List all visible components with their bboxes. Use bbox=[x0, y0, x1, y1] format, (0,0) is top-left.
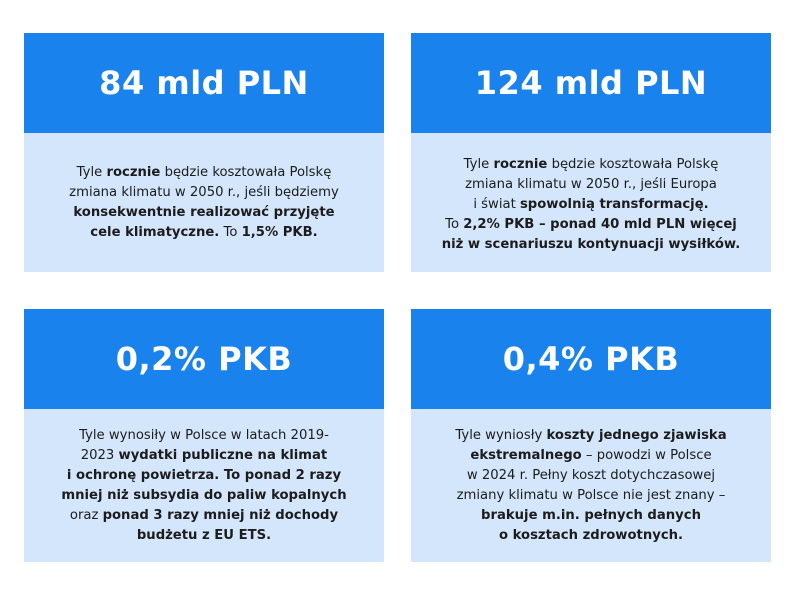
bold-text-segment: cele klimatyczne. bbox=[90, 224, 220, 240]
text-segment: To bbox=[445, 216, 464, 232]
bold-text-segment: konsekwentnie realizować przyjęte bbox=[73, 204, 335, 220]
text-segment: zmiana klimatu w 2050 r., jeśli będziemy bbox=[69, 184, 339, 200]
bold-text-segment: 2,2% PKB – ponad 40 mld PLN więcej bbox=[463, 216, 737, 232]
text-segment: Tyle wyniosły bbox=[455, 427, 547, 443]
stat-card-0-2-pkb bbox=[24, 309, 384, 562]
bold-text-segment: koszty jednego zjawiska bbox=[546, 427, 727, 443]
bold-text-segment: rocznie bbox=[493, 156, 548, 172]
card-description bbox=[61, 426, 346, 546]
text-segment: oraz bbox=[69, 507, 103, 523]
card-description bbox=[69, 163, 339, 243]
text-segment: 2023 bbox=[80, 447, 119, 463]
text-segment: Tyle bbox=[76, 164, 107, 180]
card-description bbox=[455, 426, 726, 546]
card-body bbox=[411, 409, 771, 562]
bold-text-segment: 1,5% PKB. bbox=[241, 224, 318, 240]
card-description bbox=[442, 155, 741, 255]
card-title: 124 mld PLN bbox=[474, 64, 708, 102]
text-segment: – powodzi w Polsce bbox=[581, 447, 712, 463]
bold-text-segment: ekstremalnego bbox=[470, 447, 582, 463]
text-segment: Tyle wynosiły w Polsce w latach 2019- bbox=[79, 427, 329, 443]
stat-card-124-mld bbox=[411, 33, 771, 272]
card-body bbox=[24, 409, 384, 562]
stat-card-0-4-pkb bbox=[411, 309, 771, 562]
bold-text-segment: ponad 3 razy mniej niż dochody bbox=[102, 507, 339, 523]
bold-text-segment: spowolnią transformację. bbox=[519, 196, 709, 212]
card-body bbox=[411, 133, 771, 272]
text-segment: będzie kosztowała Polskę bbox=[547, 156, 719, 172]
card-header bbox=[411, 309, 771, 409]
card-body bbox=[24, 133, 384, 272]
card-header bbox=[411, 33, 771, 133]
bold-text-segment: brakuje m.in. pełnych danych bbox=[481, 507, 701, 523]
bold-text-segment: mniej niż subsydia do paliw kopalnych bbox=[61, 487, 347, 503]
text-segment: będzie kosztowała Polskę bbox=[160, 164, 332, 180]
bold-text-segment: wydatki publiczne na klimat bbox=[118, 447, 328, 463]
text-segment: zmiana klimatu w 2050 r., jeśli Europa bbox=[465, 176, 717, 192]
text-segment: i świat bbox=[473, 196, 520, 212]
bold-text-segment: niż w scenariuszu kontynuacji wysiłków. bbox=[441, 236, 741, 252]
card-header bbox=[24, 309, 384, 409]
card-title: 0,4% PKB bbox=[502, 340, 680, 378]
text-segment: w 2024 r. Pełny koszt dotychczasowej bbox=[466, 467, 716, 483]
text-segment: Tyle bbox=[463, 156, 494, 172]
stat-card-84-mld bbox=[24, 33, 384, 272]
text-segment: zmiany klimatu w Polsce nie jest znany – bbox=[456, 487, 726, 503]
bold-text-segment: i ochronę powietrza. To ponad 2 razy bbox=[66, 467, 342, 483]
text-segment: To bbox=[219, 224, 242, 240]
card-header bbox=[24, 33, 384, 133]
card-title: 0,2% PKB bbox=[115, 340, 293, 378]
bold-text-segment: budżetu z EU ETS. bbox=[136, 527, 272, 543]
card-title: 84 mld PLN bbox=[99, 64, 309, 102]
bold-text-segment: rocznie bbox=[106, 164, 161, 180]
bold-text-segment: o kosztach zdrowotnych. bbox=[498, 527, 684, 543]
